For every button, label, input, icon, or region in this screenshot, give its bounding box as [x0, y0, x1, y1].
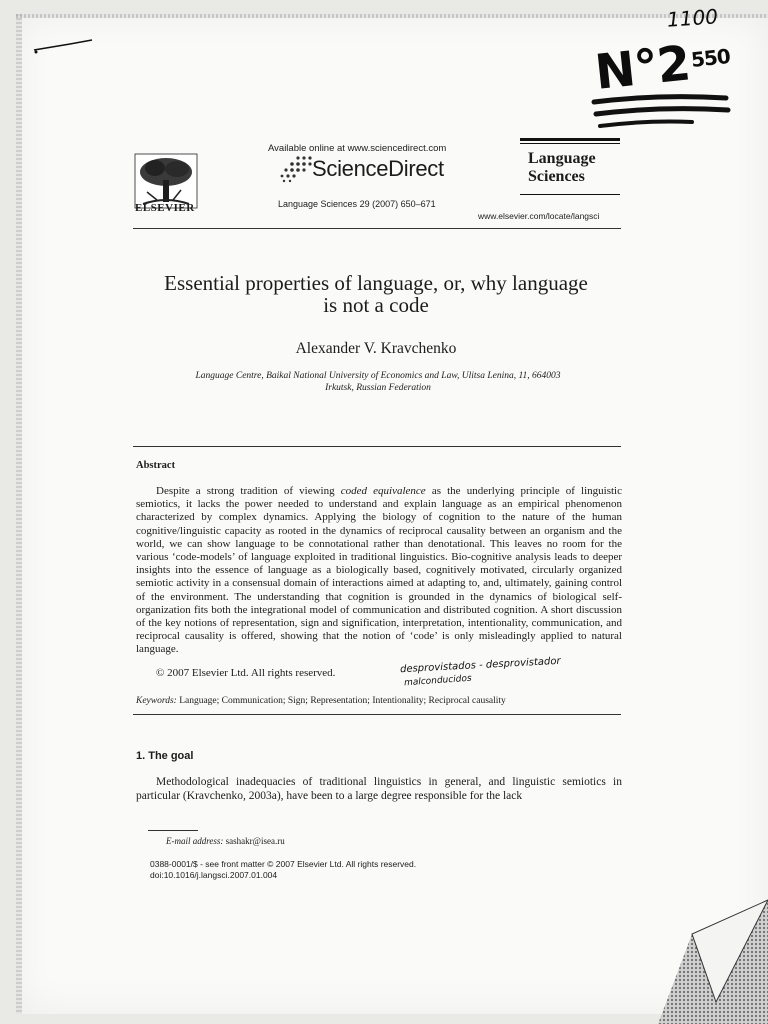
publisher-name: ELSEVIER [135, 202, 195, 214]
footnote-rule [148, 830, 198, 831]
page-corner-fold [658, 894, 768, 1024]
pen-mark [30, 34, 100, 58]
abstract-text: Despite a strong tradition of viewing coded equivalence as the underlying principle of linguistic semiotics, it lacks the power needed to understand and explain language as an empirical phenomenon characterized by complex dynamics. Applying the biology of cognition to the nature of the human cognitive/linguistic capacity as rooted in the dynamics of reciprocal causality between an organism and the world, we can show language to be connotational rather than denotational. This leaves no room for the various ‘code-models’ of language exploited in traditional linguistics. Bio-cognitive analysis leads to deeper insights into the essence of language as a biologically based, cognitively motivated, circularly organized semiotic activity in a consensual domain of interactions aimed at adapting to, and, ultimately, gaining control of the environment. The understanding that cognition is grounded in the dynamics of biological self-organization fits both the integrational model of communication and distributed cognition. A short discussion of the key notions of representation, sign and signification, interpretation, intentionality, communication, and reciprocal causality is offered, showing that the notion of ‘code’ is only misleadingly applied to natural language. [136, 485, 622, 656]
scan-edge-left [16, 14, 22, 1014]
journal-url: www.elsevier.com/locate/langsci [478, 211, 600, 221]
handwritten-underline-strokes [588, 92, 738, 132]
keywords-bottom-rule [133, 714, 621, 715]
handwritten-note-2: malconducidos [403, 673, 472, 689]
article-title: Essential properties of language, or, why language is not a code [164, 271, 588, 317]
journal-title-block [520, 138, 620, 195]
sciencedirect-dots-icon [276, 154, 316, 184]
journal-title: Language Sciences [528, 150, 596, 185]
abstract-top-rule [133, 446, 621, 447]
handwritten-issue-number: $N^\circ 2^{550}$ [592, 35, 731, 101]
handwritten-number-top: 1100 [666, 4, 719, 32]
scan-edge-top [16, 14, 768, 18]
author-email: E-mail address: sashakr@isea.ru [166, 836, 285, 846]
available-online-text: Available online at www.sciencedirect.com [268, 143, 447, 154]
journal-reference: Language Sciences 29 (2007) 650–671 [278, 199, 436, 209]
section-heading: 1. The goal [136, 750, 194, 762]
abstract-copyright: © 2007 Elsevier Ltd. All rights reserved. [156, 667, 336, 679]
handwritten-note: desprovistados - desprovistador [399, 655, 561, 676]
section-body-text: Methodological inadequacies of traditional linguistics in general, and linguistic semiotics in particular (Kravchenko, 2003a), have been to a large degree responsible for the lack [136, 776, 622, 802]
abstract-heading: Abstract [136, 460, 176, 471]
author-name: Alexander V. Kravchenko [295, 340, 457, 357]
front-matter-info: 0388-0001/$ - see front matter © 2007 Elsevier Ltd. All rights reserved. doi:10.1016/j.langsci.2007.01.004 [150, 859, 417, 880]
author-affiliation: Language Centre, Baikal National University of Economics and Law, Ulitsa Lenina, 11, 664003 Irkutsk, Russian Federation [195, 371, 561, 393]
header-divider [133, 228, 621, 229]
sciencedirect-wordmark: ScienceDirect [312, 156, 444, 181]
keywords: Keywords: Language; Communication; Sign; Representation; Intentionality; Reciprocal causality [136, 696, 506, 706]
